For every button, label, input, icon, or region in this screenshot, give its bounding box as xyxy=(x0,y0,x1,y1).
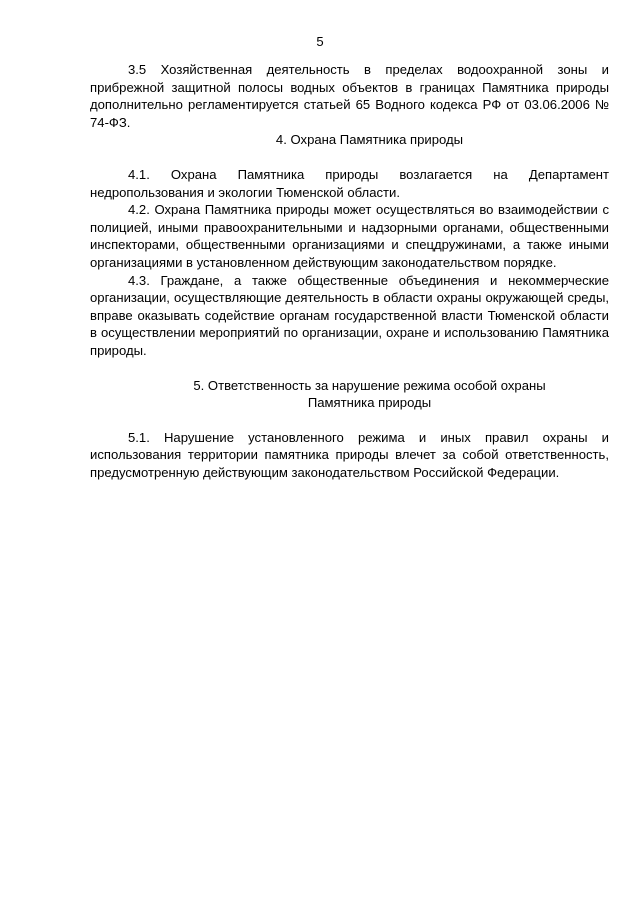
document-body xyxy=(90,61,609,481)
paragraph-4-1: 4.1. Охрана Памятника природы возлагается на Департамент недропользования и экологии Тюменской области. xyxy=(90,166,609,200)
section-heading-5-line2: Памятника природы xyxy=(307,395,432,411)
section-heading-4: 4. Охрана Памятника природы xyxy=(275,132,464,148)
paragraph-4-2: 4.2. Охрана Памятника природы может осуществляться во взаимодействии с полицией, иными правоохранительными и надзорными органами, общественными инспекторами, общественными организациями и спецдружинами, а также иными организациями в установленном действующим законодательством порядке. xyxy=(90,202,609,270)
paragraph-4-3: 4.3. Граждане, а также общественные объединения и некоммерческие организации, осуществляющие деятельность в области охраны окружающей среды, вправе оказывать содействие органам государственной власти Тюменской области в осуществлении мероприятий по организации, охране и использованию Памятника природы. xyxy=(90,272,609,358)
section-heading-5-line1: 5. Ответственность за нарушение режима особой охраны xyxy=(193,377,546,393)
paragraph-3-5: 3.5 Хозяйственная деятельность в пределах водоохранной зоны и прибрежной защитной полосы водных объектов в границах Памятника природы дополнительно регламентируется статьей 65 Водного кодекса РФ от 03.06.2006 № 74-ФЗ. xyxy=(90,62,609,130)
paragraph-5-1: 5.1. Нарушение установленного режима и иных правил охраны и использования территории памятника природы влечет за собой ответственность, предусмотренную действующим законодательством Российской Федерации. xyxy=(90,429,609,480)
page-number: 5 xyxy=(316,34,324,49)
section-heading-5 xyxy=(90,377,609,412)
